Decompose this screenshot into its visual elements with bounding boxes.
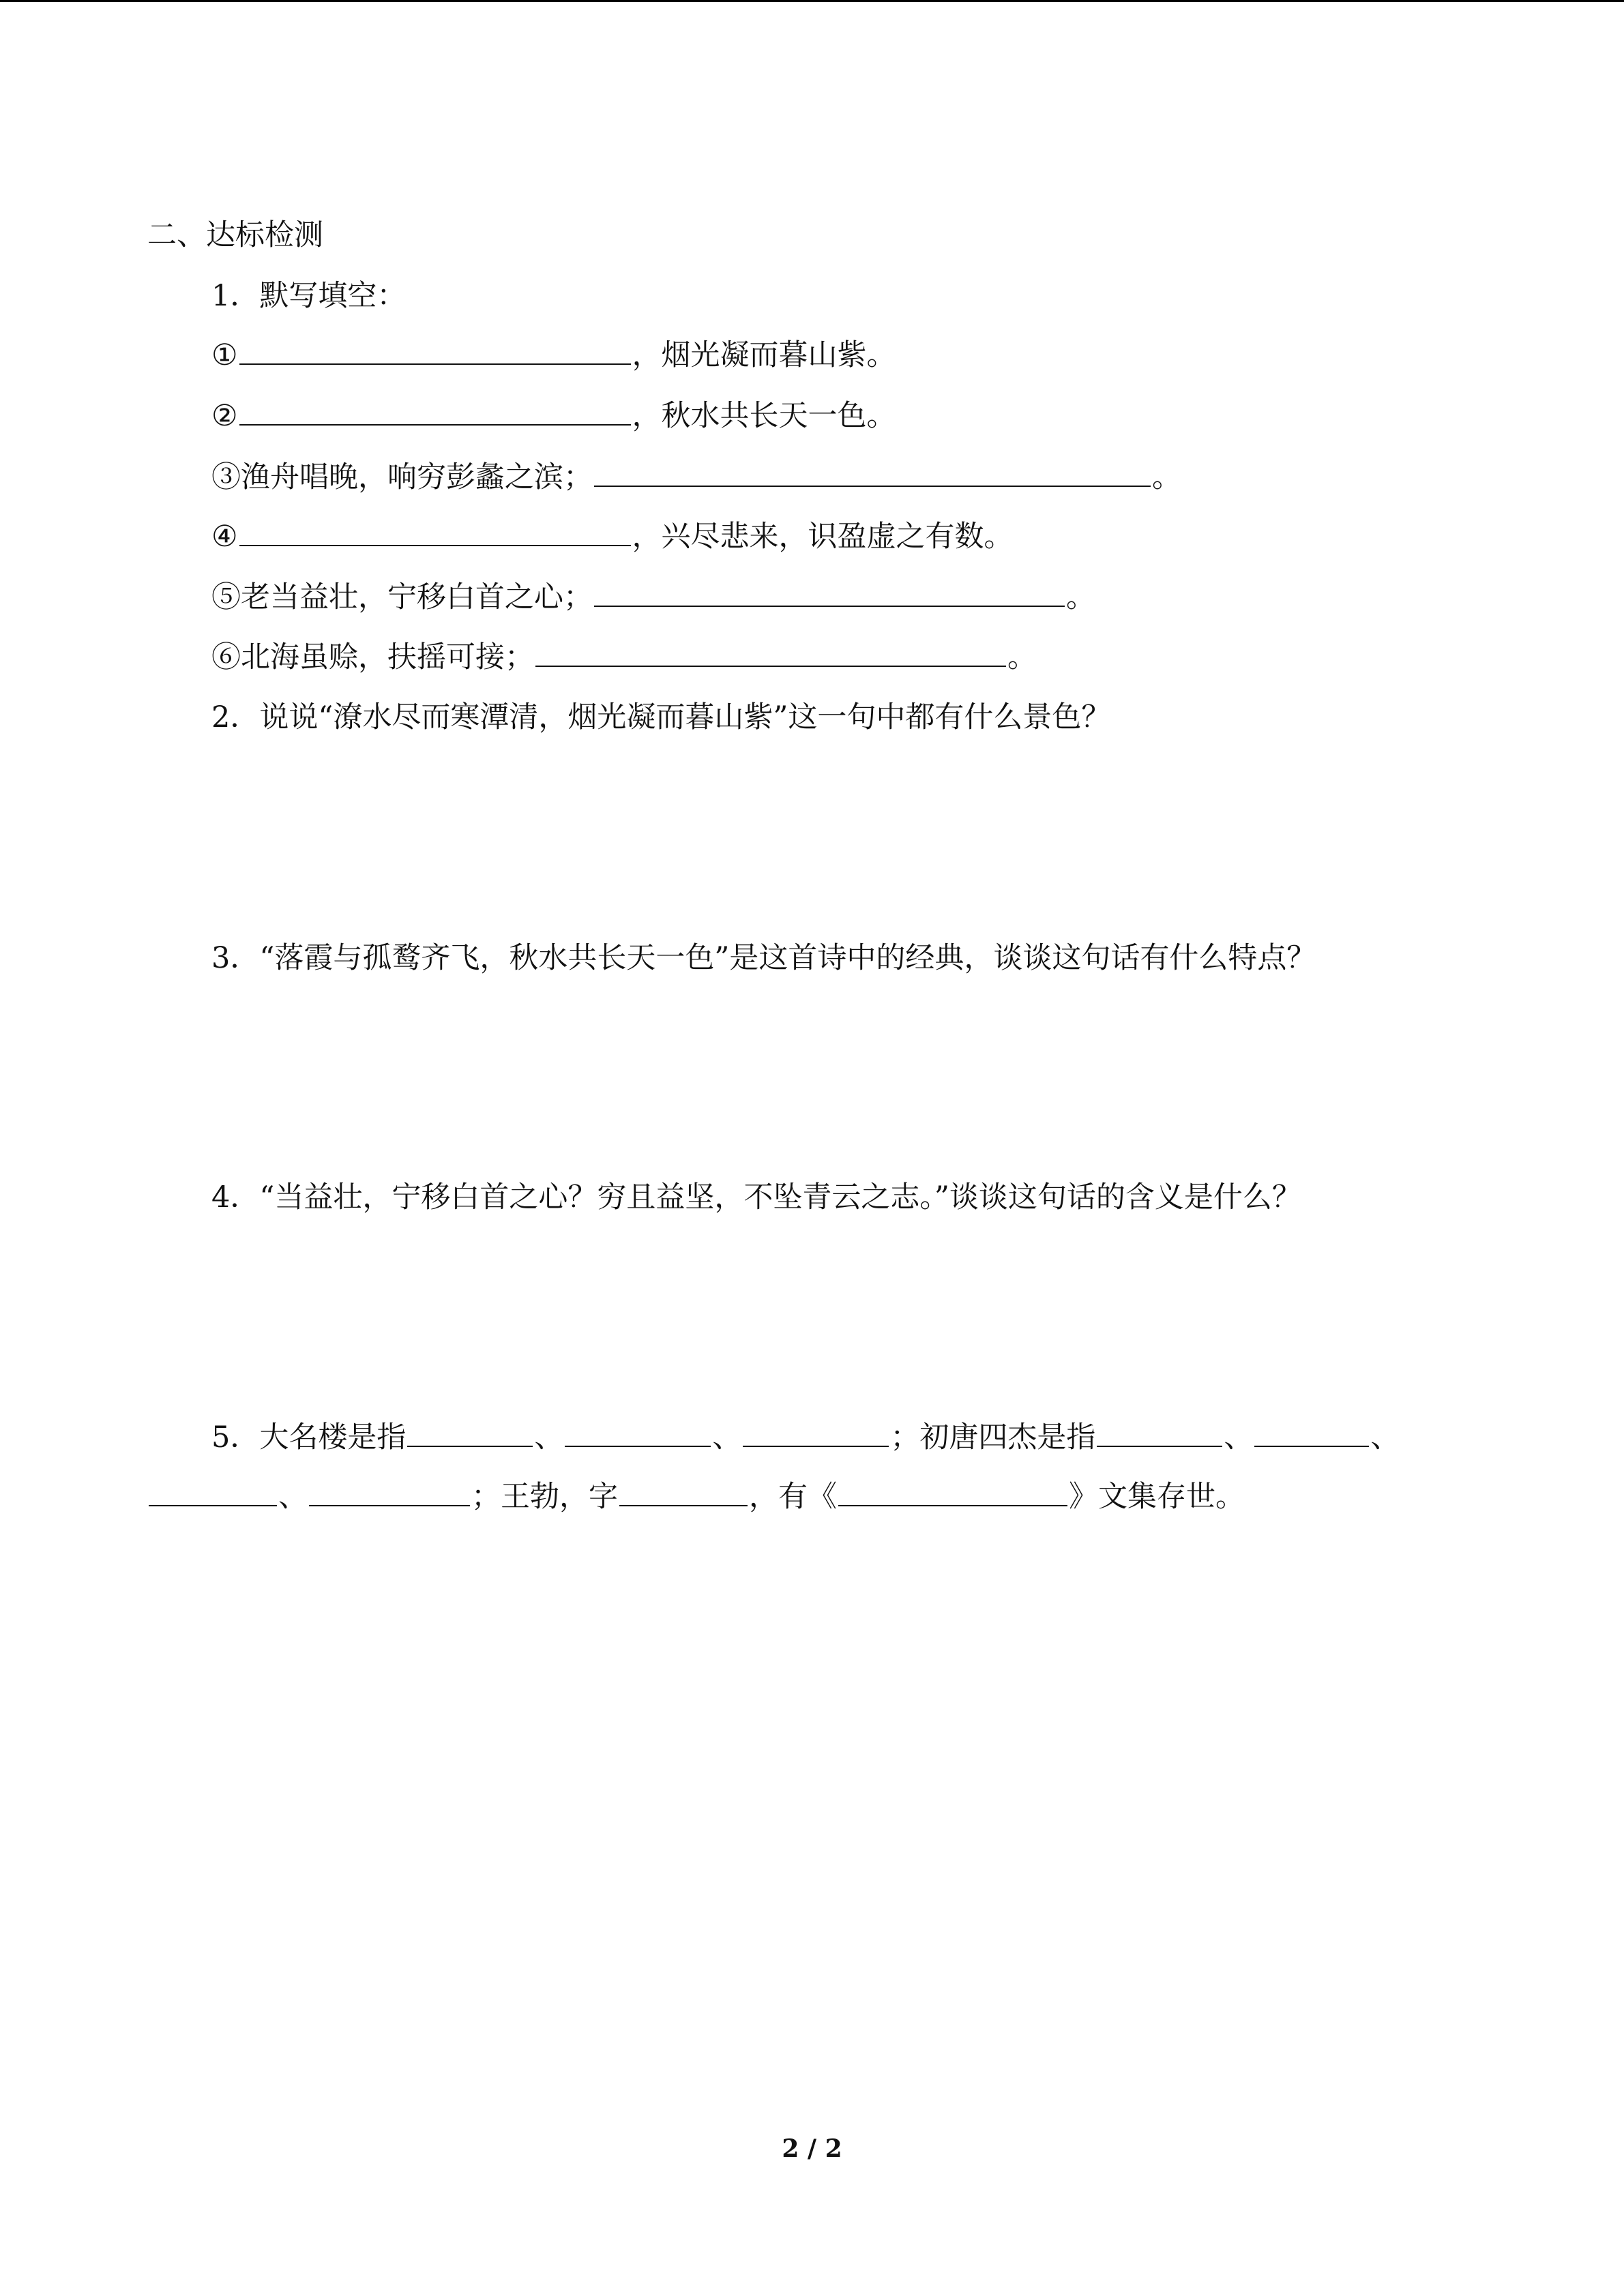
answer-blank-8[interactable] xyxy=(565,1420,711,1447)
fill-item-6-prefix: ⑥北海虽赊，扶摇可接； xyxy=(211,640,534,674)
answer-blank-6[interactable] xyxy=(535,640,1006,667)
question-5-text-7: 、 xyxy=(278,1480,308,1514)
question-5-text-4: ；初唐四杰是指 xyxy=(890,1420,1096,1455)
fill-item-4 xyxy=(211,516,1014,557)
page-number: 2 / 2 xyxy=(782,2134,842,2163)
page-top-border xyxy=(0,0,1624,3)
fill-item-5 xyxy=(211,577,1095,618)
fill-item-5-suffix: 。 xyxy=(1066,580,1095,614)
fill-item-3-suffix: 。 xyxy=(1152,460,1181,494)
answer-blank-2[interactable] xyxy=(239,398,631,426)
question-5-text-2: 、 xyxy=(534,1420,564,1455)
question-5-text-3: 、 xyxy=(712,1420,742,1455)
section-title: 二、达标检测 xyxy=(147,218,323,252)
answer-blank-5[interactable] xyxy=(594,580,1065,607)
fill-item-3 xyxy=(211,457,1181,498)
fill-item-6 xyxy=(211,637,1037,678)
fill-item-1-suffix: ，烟光凝而暮山紫。 xyxy=(632,338,896,372)
answer-blank-9[interactable] xyxy=(743,1420,889,1447)
answer-blank-13[interactable] xyxy=(309,1479,470,1506)
fill-item-2-suffix: ，秋水共长天一色。 xyxy=(632,399,896,433)
answer-blank-14[interactable] xyxy=(619,1479,748,1506)
question-5-text-10: 》文集存世。 xyxy=(1069,1480,1245,1514)
question-5-text-9: ，有《 xyxy=(749,1480,837,1514)
fill-item-5-prefix: ⑤老当益壮，宁移白首之心； xyxy=(211,580,593,614)
question-1-heading: 1．默写填空： xyxy=(211,279,407,313)
answer-blank-3[interactable] xyxy=(594,460,1151,487)
fill-item-6-suffix: 。 xyxy=(1007,640,1037,674)
answer-blank-10[interactable] xyxy=(1097,1420,1222,1447)
answer-blank-15[interactable] xyxy=(838,1479,1067,1506)
answer-blank-11[interactable] xyxy=(1254,1420,1369,1447)
fill-item-4-prefix: ④ xyxy=(211,520,238,554)
question-5-text-5: 、 xyxy=(1224,1420,1254,1455)
fill-item-3-prefix: ③渔舟唱晚，响穷彭蠡之滨； xyxy=(211,460,593,494)
fill-item-1-prefix: ① xyxy=(211,338,238,372)
answer-blank-4[interactable] xyxy=(239,519,631,546)
fill-item-2-prefix: ② xyxy=(211,399,238,433)
answer-blank-1[interactable] xyxy=(239,338,631,365)
question-5-line-2 xyxy=(147,1476,1245,1517)
question-4: 4．“当益壮，宁移白首之心？穷且益坚，不坠青云之志。”谈谈这句话的含义是什么？ xyxy=(211,1180,1301,1214)
fill-item-1 xyxy=(211,335,896,376)
answer-blank-12[interactable] xyxy=(149,1479,277,1506)
question-5-text-6: 、 xyxy=(1370,1420,1400,1455)
question-5-text-1: 5．大名楼是指 xyxy=(211,1420,407,1455)
question-2: 2．说说“潦水尽而寒潭清，烟光凝而暮山紫”这一句中都有什么景色？ xyxy=(211,700,1111,734)
question-5-text-8: ；王勃，字 xyxy=(471,1480,618,1514)
answer-blank-7[interactable] xyxy=(407,1420,533,1447)
question-3: 3．“落霞与孤鹜齐飞，秋水共长天一色”是这首诗中的经典，谈谈这句话有什么特点？ xyxy=(211,941,1316,975)
fill-item-2 xyxy=(211,396,896,436)
fill-item-4-suffix: ，兴尽悲来，识盈虚之有数。 xyxy=(632,520,1014,554)
question-5-line-1 xyxy=(211,1417,1400,1458)
